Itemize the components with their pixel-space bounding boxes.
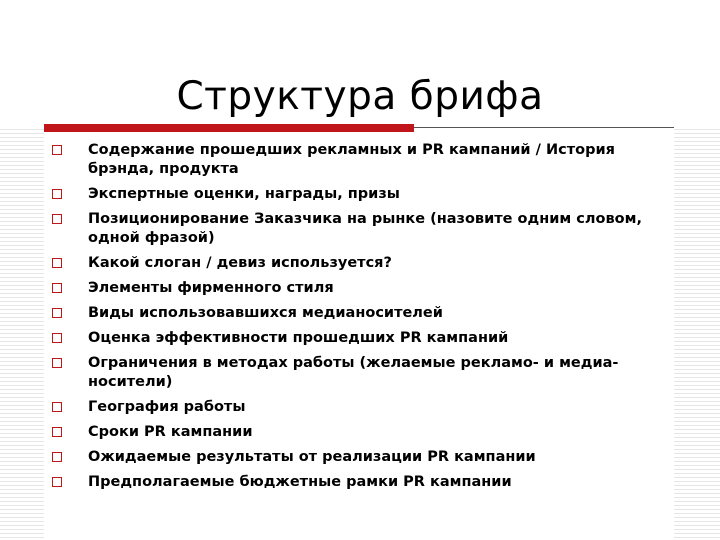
list-item-text: Какой слоган / девиз используется?	[88, 255, 392, 271]
list-item	[48, 398, 668, 417]
list-item-text: Оценка эффективности прошедших PR кампаний	[88, 330, 509, 346]
hollow-square-icon	[52, 358, 62, 368]
list-item	[48, 473, 668, 492]
list-item-text: Элементы фирменного стиля	[88, 280, 334, 296]
list-item	[48, 329, 668, 348]
list-item	[48, 304, 668, 323]
hollow-square-icon	[52, 258, 62, 268]
list-item	[48, 141, 668, 179]
hollow-square-icon	[52, 283, 62, 293]
hollow-square-icon	[52, 402, 62, 412]
hollow-square-icon	[52, 477, 62, 487]
list-item-text: География работы	[88, 399, 246, 415]
list-item	[48, 448, 668, 467]
list-item-text: Предполагаемые бюджетные рамки PR кампании	[88, 474, 512, 490]
slide-title: Структура брифа	[176, 74, 544, 119]
list-item-text: Сроки PR кампании	[88, 424, 253, 440]
hollow-square-icon	[52, 214, 62, 224]
list-item-text: Виды использовавшихся медианосителей	[88, 305, 443, 321]
bullet-list	[48, 141, 668, 498]
hollow-square-icon	[52, 452, 62, 462]
title-divider-line	[414, 127, 674, 128]
title-accent-bar	[44, 124, 414, 132]
list-item	[48, 423, 668, 442]
list-item-text: Содержание прошедших рекламных и PR кампаний / История брэнда, продукта	[88, 142, 615, 177]
list-item-text: Ограничения в методах работы (желаемые рекламо- и медиа-носители)	[88, 355, 619, 390]
list-item	[48, 254, 668, 273]
hollow-square-icon	[52, 308, 62, 318]
list-item	[48, 354, 668, 392]
list-item	[48, 279, 668, 298]
hollow-square-icon	[52, 427, 62, 437]
list-item	[48, 210, 668, 248]
hollow-square-icon	[52, 145, 62, 155]
list-item	[48, 185, 668, 204]
list-item-text: Ожидаемые результаты от реализации PR кампании	[88, 449, 536, 465]
hollow-square-icon	[52, 333, 62, 343]
list-item-text: Позиционирование Заказчика на рынке (назовите одним словом, одной фразой)	[88, 211, 642, 246]
list-item-text: Экспертные оценки, награды, призы	[88, 186, 400, 202]
hollow-square-icon	[52, 189, 62, 199]
